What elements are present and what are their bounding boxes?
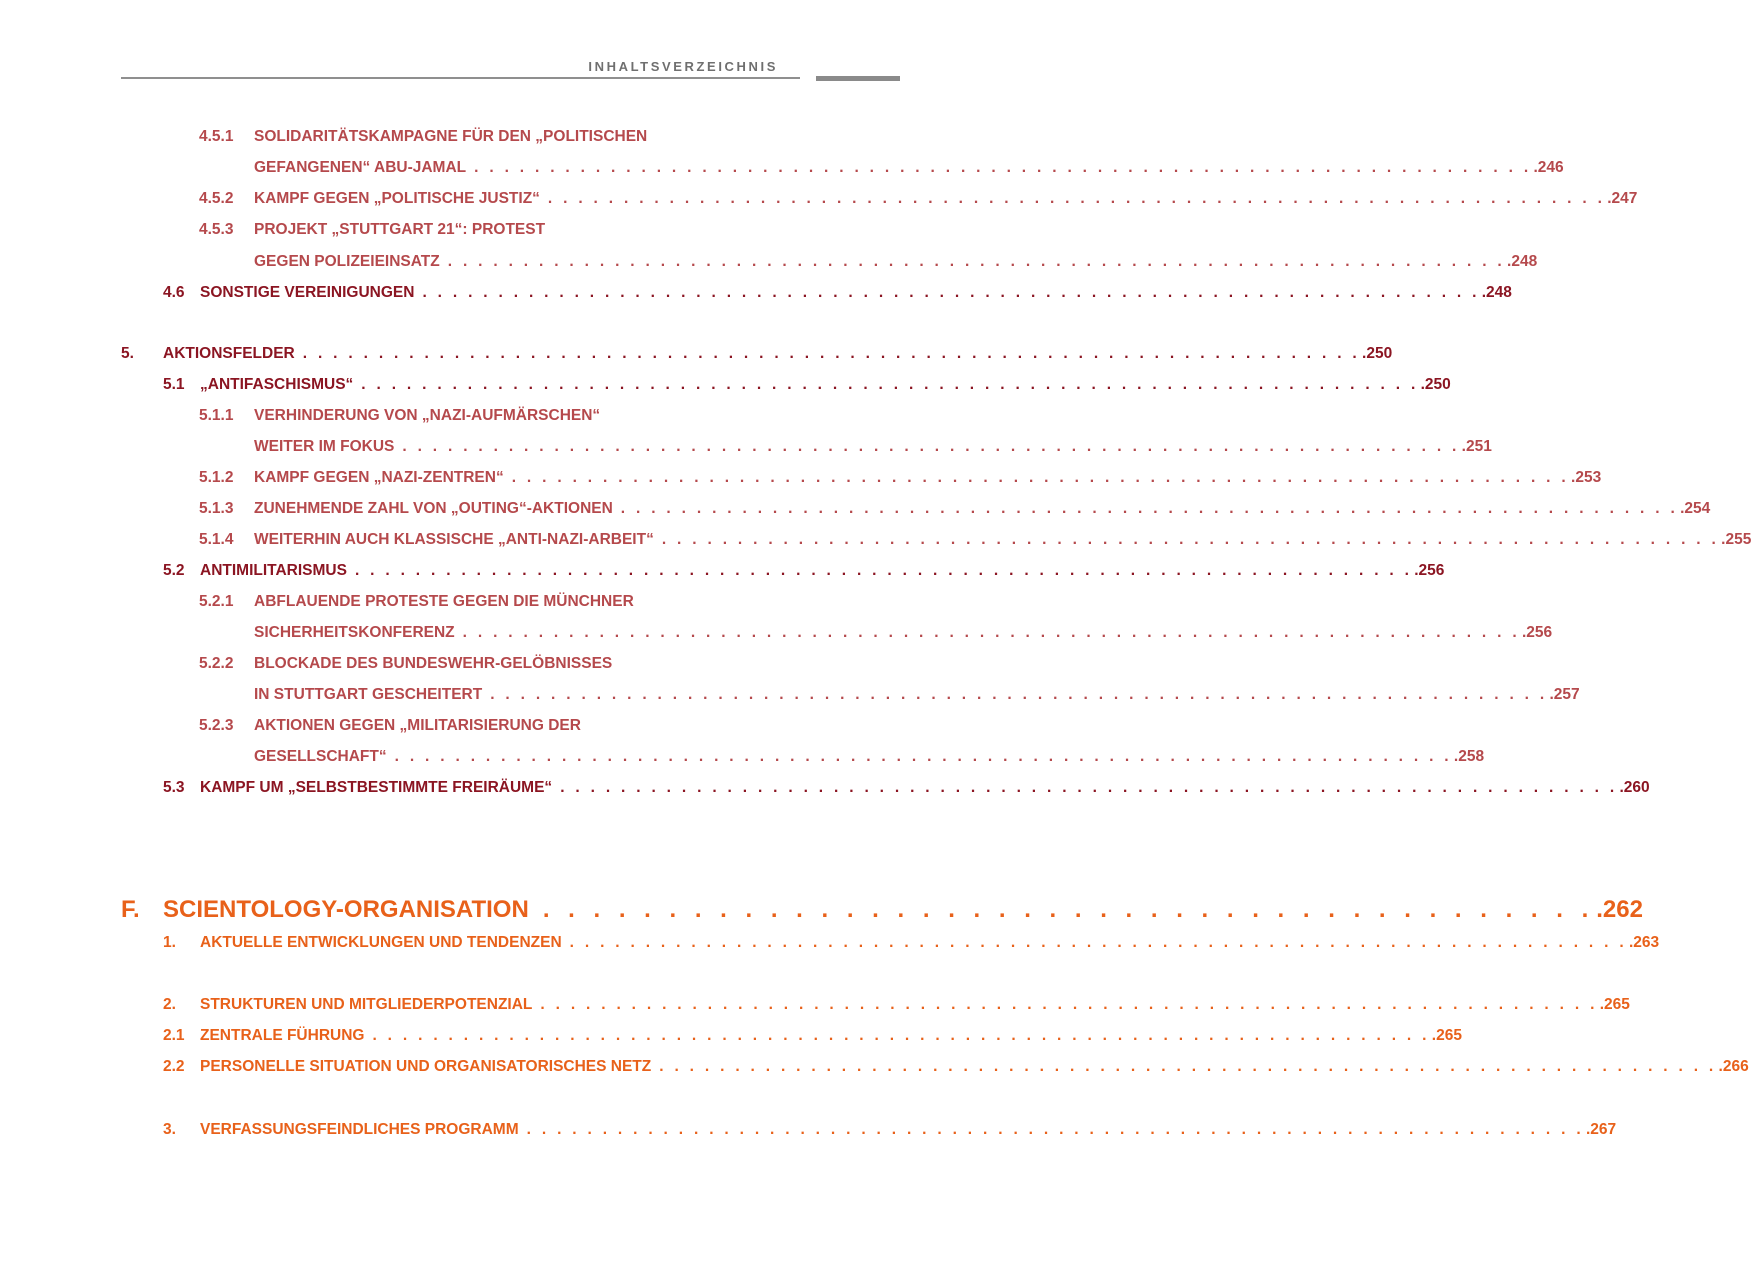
toc-number: 4.5.3 [199, 221, 234, 238]
toc-title: IN STUTTGART GESCHEITERT [254, 686, 483, 703]
toc-page: .265 [1599, 996, 1630, 1013]
toc-title: SONSTIGE VEREINIGUNGEN [200, 284, 415, 301]
toc-entry-4-5-2[interactable] [199, 189, 1638, 209]
toc-page: .250 [1420, 376, 1451, 393]
toc-number: 5.2.1 [199, 593, 234, 610]
toc-page: .253 [1571, 469, 1602, 486]
toc-number: 5.2.2 [199, 655, 234, 672]
leader-dots: . . . . . . . . . . . . . . . . . . . . . . . . . . . . . . . . . . . . . . . . . . . . . . . . . . . . . . . . . . . . . . . . . . . . . . [659, 1058, 1717, 1075]
toc-entry-f-2-2[interactable] [163, 1057, 1749, 1077]
leader-dots: . . . . . . . . . . . . . . . . . . . . . . . . . . . . . . . . . . . . . . . . . . . . . . . . . . . . . . . . . . . . . . . . . . . . . . [661, 531, 1720, 548]
toc-number: 5. [121, 345, 134, 362]
toc-entry-5-2-2[interactable] [199, 654, 613, 674]
toc-title: GEFANGENEN“ ABU-JAMAL [254, 159, 467, 176]
toc-entry-5-2-3[interactable] [199, 716, 581, 736]
toc-title: AKTUELLE ENTWICKLUNGEN UND TENDENZEN [200, 934, 562, 951]
toc-title: SCIENTOLOGY-ORGANISATION [163, 896, 529, 923]
leader-dots: . . . . . . . . . . . . . . . . . . . . . . . . . . . . . . . . . . . . . . . . . . . . . . . . . . . . . . . . . . . . . . . . . . . . . . [560, 779, 1618, 796]
toc-page: .248 [1507, 253, 1538, 270]
toc-entry-5-1[interactable] [163, 375, 1451, 395]
toc-page: .263 [1628, 934, 1660, 951]
toc-entry-5-1-3[interactable] [199, 499, 1711, 519]
toc-chapter-f[interactable] [121, 895, 1643, 925]
toc-title: KAMPF GEGEN „POLITISCHE JUSTIZ“ [254, 190, 540, 207]
leader-dots: . . . . . . . . . . . . . . . . . . . . . . . . . . . . . . . . . . . . . . . . . . . . . . . . . . . . . . . . . . . . . . . . . . . . . . [361, 376, 1419, 393]
leader-dots: . . . . . . . . . . . . . . . . . . . . . . . . . . . . . . . . . . . . . . . . . . . . . . . . . . . . . . . . . . . . . . . . . . . . . . [474, 159, 1532, 176]
toc-number: 5.2 [163, 562, 185, 579]
leader-dots: . . . . . . . . . . . . . . . . . . . . . . . . . . . . . . . . . . . . . . . . . . . . . . . . . . . . . . . . . . . . . . . . . . . . . . [402, 438, 1460, 455]
leader-dots: . . . . . . . . . . . . . . . . . . . . . . . . . . . . . . . . . . . . . . . . . . . . . . . . . . . . . . . . . . . . . . . . . . . . . . [447, 253, 1506, 270]
header-rule [121, 77, 800, 79]
toc-title: BLOCKADE DES BUNDESWEHR-GELÖBNISSES [254, 655, 613, 672]
toc-entry-5-1-1[interactable] [199, 406, 601, 426]
toc-number: 2.1 [163, 1027, 185, 1044]
leader-dots: . . . . . . . . . . . . . . . . . . . . . . . . . . . . . . . . . . . . . . . . . . . . . . . . . . . . . . . . . . . . . . . . . . . . . . [354, 562, 1413, 579]
running-header: INHALTSVERZEICHNIS [588, 59, 778, 74]
toc-entry-5-1-4[interactable] [199, 530, 1751, 550]
toc-entry-4-5-1-cont[interactable] [254, 158, 1564, 178]
toc-page: .251 [1461, 438, 1492, 455]
toc-number: 5.1.2 [199, 469, 234, 486]
toc-entry-4-5-3[interactable] [199, 220, 546, 240]
toc-title: STRUKTUREN UND MITGLIEDERPOTENZIAL [200, 996, 533, 1013]
toc-page: .266 [1718, 1058, 1749, 1075]
toc-title: PROJEKT „STUTTGART 21“: PROTEST [254, 221, 546, 238]
toc-entry-f-1[interactable] [163, 933, 1660, 953]
toc-number: 5.1.4 [199, 531, 234, 548]
toc-entry-5-1-1-cont[interactable] [254, 437, 1492, 457]
toc-title: ABFLAUENDE PROTESTE GEGEN DIE MÜNCHNER [254, 593, 634, 610]
toc-entry-4-6[interactable] [163, 283, 1512, 303]
toc-page: .246 [1533, 159, 1564, 176]
toc-number: 2. [163, 996, 176, 1013]
toc-title: ANTIMILITARISMUS [200, 562, 347, 579]
toc-title: GESELLSCHAFT“ [254, 748, 387, 765]
leader-dots: . . . . . . . . . . . . . . . . . . . . . . . . . . . . . . . . . . . . . . . . . . . . . . . . . . . . . . . . . . . . . . . . . . . . . . [540, 996, 1598, 1013]
toc-page: .254 [1680, 500, 1711, 517]
toc-title: GEGEN POLIZEIEINSATZ [254, 253, 440, 270]
toc-entry-5-1-2[interactable] [199, 468, 1602, 488]
toc-page: .262 [1596, 896, 1643, 923]
toc-number: 1. [163, 934, 176, 951]
toc-title: AKTIONSFELDER [163, 345, 295, 362]
leader-dots: . . . . . . . . . . . . . . . . . . . . . . . . . . . . . . . . . . . . . . . . . . . . . . . . . . . . . . . . . . . . . . . . . . . . . . [526, 1121, 1584, 1138]
toc-entry-4-5-3-cont[interactable] [254, 252, 1538, 272]
toc-page: .248 [1481, 284, 1512, 301]
toc-entry-f-2[interactable] [163, 995, 1630, 1015]
toc-entry-5-2-3-cont[interactable] [254, 747, 1485, 767]
toc-entry-f-2-1[interactable] [163, 1026, 1462, 1046]
leader-dots: . . . . . . . . . . . . . . . . . . . . . . . . . . . . . . . . . . . . . . . . . . . . . . . . . . . . . . . . . . . . . . . . . . . . . . [547, 190, 1606, 207]
header-tab-marker [816, 76, 900, 81]
toc-page: .267 [1585, 1121, 1617, 1138]
toc-entry-5-2[interactable] [163, 561, 1445, 581]
toc-title: ZUNEHMENDE ZAHL VON „OUTING“-AKTIONEN [254, 500, 613, 517]
toc-title: VERFASSUNGSFEINDLICHES PROGRAMM [200, 1121, 519, 1138]
leader-dots: . . . . . . . . . . . . . . . . . . . . . . . . . . . . . . . . . . . . . . . . . . . . . . . . . . . . . . . . . . . . . . . . . . . . . . [620, 500, 1679, 517]
toc-title: SICHERHEITSKONFERENZ [254, 624, 455, 641]
toc-title: „ANTIFASCHISMUS“ [200, 376, 354, 393]
leader-dots: . . . . . . . . . . . . . . . . . . . . . . . . . . . . . . . . . . . . . . . . . . . . . . . . . . . . . . . . . . . . . . . . . . . . . . [490, 686, 1548, 703]
leader-dots: . . . . . . . . . . . . . . . . . . . . . . . . . . . . . . . . . . . . . . . . . . . . . . . . . . . . . . . . . . . . . . . . . . . . . . [372, 1027, 1430, 1044]
toc-entry-5[interactable] [121, 344, 1393, 364]
toc-title: WEITERHIN AUCH KLASSISCHE „ANTI-NAZI-ARBEIT“ [254, 531, 654, 548]
toc-number: 4.5.1 [199, 128, 234, 145]
toc-number: 5.1.1 [199, 407, 234, 424]
leader-dots: . . . . . . . . . . . . . . . . . . . . . . . . . . . . . . . . . . . . . . . . . . . . . . . . . . . . . . . . . . . . . . . . . . . . . . [394, 748, 1452, 765]
toc-entry-5-2-2-cont[interactable] [254, 685, 1580, 705]
toc-title: WEITER IM FOKUS [254, 438, 395, 455]
toc-page: .250 [1362, 345, 1393, 362]
toc-number: 5.1.3 [199, 500, 234, 517]
toc-number: 5.2.3 [199, 717, 234, 734]
toc-number: 5.1 [163, 376, 185, 393]
toc-title: SOLIDARITÄTSKAMPAGNE FÜR DEN „POLITISCHEN [254, 128, 648, 145]
toc-entry-f-3[interactable] [163, 1120, 1617, 1140]
toc-entry-5-2-1-cont[interactable] [254, 623, 1553, 643]
toc-page: .258 [1453, 748, 1485, 765]
leader-dots: . . . . . . . . . . . . . . . . . . . . . . . . . . . . . . . . . . . . . . . . . . . . . . . . . . . . . . . . . . . . . . . . . . . . . . [462, 624, 1520, 641]
toc-number: 4.5.2 [199, 190, 234, 207]
leader-dots: . . . . . . . . . . . . . . . . . . . . . . . . . . . . . . . . . . . . . . . . . . . . . . . . . . . . . . . . . . . . . . . . . . . . . . [422, 284, 1480, 301]
toc-entry-5-2-1[interactable] [199, 592, 634, 612]
toc-page: .256 [1414, 562, 1445, 579]
toc-number: 5.3 [163, 779, 185, 796]
toc-title: PERSONELLE SITUATION UND ORGANISATORISCHES NETZ [200, 1058, 652, 1075]
toc-number: F. [121, 896, 140, 923]
leader-dots: . . . . . . . . . . . . . . . . . . . . . . . . . . . . . . . . . . . . . . . . . . . . . . . . . . . . . . . . . . . . . . . . . . . . . . [511, 469, 1570, 486]
toc-entry-5-3[interactable] [163, 778, 1650, 798]
toc-number: 3. [163, 1121, 176, 1138]
toc-number: 4.6 [163, 284, 185, 301]
toc-title: VERHINDERUNG VON „NAZI-AUFMÄRSCHEN“ [254, 407, 601, 424]
toc-page: .265 [1431, 1027, 1462, 1044]
toc-title: AKTIONEN GEGEN „MILITARISIERUNG DER [254, 717, 581, 734]
leader-dots: . . . . . . . . . . . . . . . . . . . . . . . . . . . . . . . . . . . . . . . . . . . . . . . . . . . . . . . . . . . . . . . . . . . . . . [569, 934, 1627, 951]
toc-page: .260 [1619, 779, 1650, 796]
toc-page: .256 [1521, 624, 1553, 641]
toc-page: .247 [1607, 190, 1638, 207]
leader-dots: . . . . . . . . . . . . . . . . . . . . . . . . . . . . . . . . . . . . . . . . . . [542, 896, 1595, 923]
toc-entry-4-5-1[interactable] [199, 127, 648, 147]
toc-page: .257 [1549, 686, 1580, 703]
toc-title: ZENTRALE FÜHRUNG [200, 1027, 365, 1044]
leader-dots: . . . . . . . . . . . . . . . . . . . . . . . . . . . . . . . . . . . . . . . . . . . . . . . . . . . . . . . . . . . . . . . . . . . . . . [302, 345, 1361, 362]
toc-page: .255 [1721, 531, 1751, 548]
toc-title: KAMPF UM „SELBSTBESTIMMTE FREIRÄUME“ [200, 779, 553, 796]
toc-number: 2.2 [163, 1058, 185, 1075]
toc-title: KAMPF GEGEN „NAZI-ZENTREN“ [254, 469, 504, 486]
